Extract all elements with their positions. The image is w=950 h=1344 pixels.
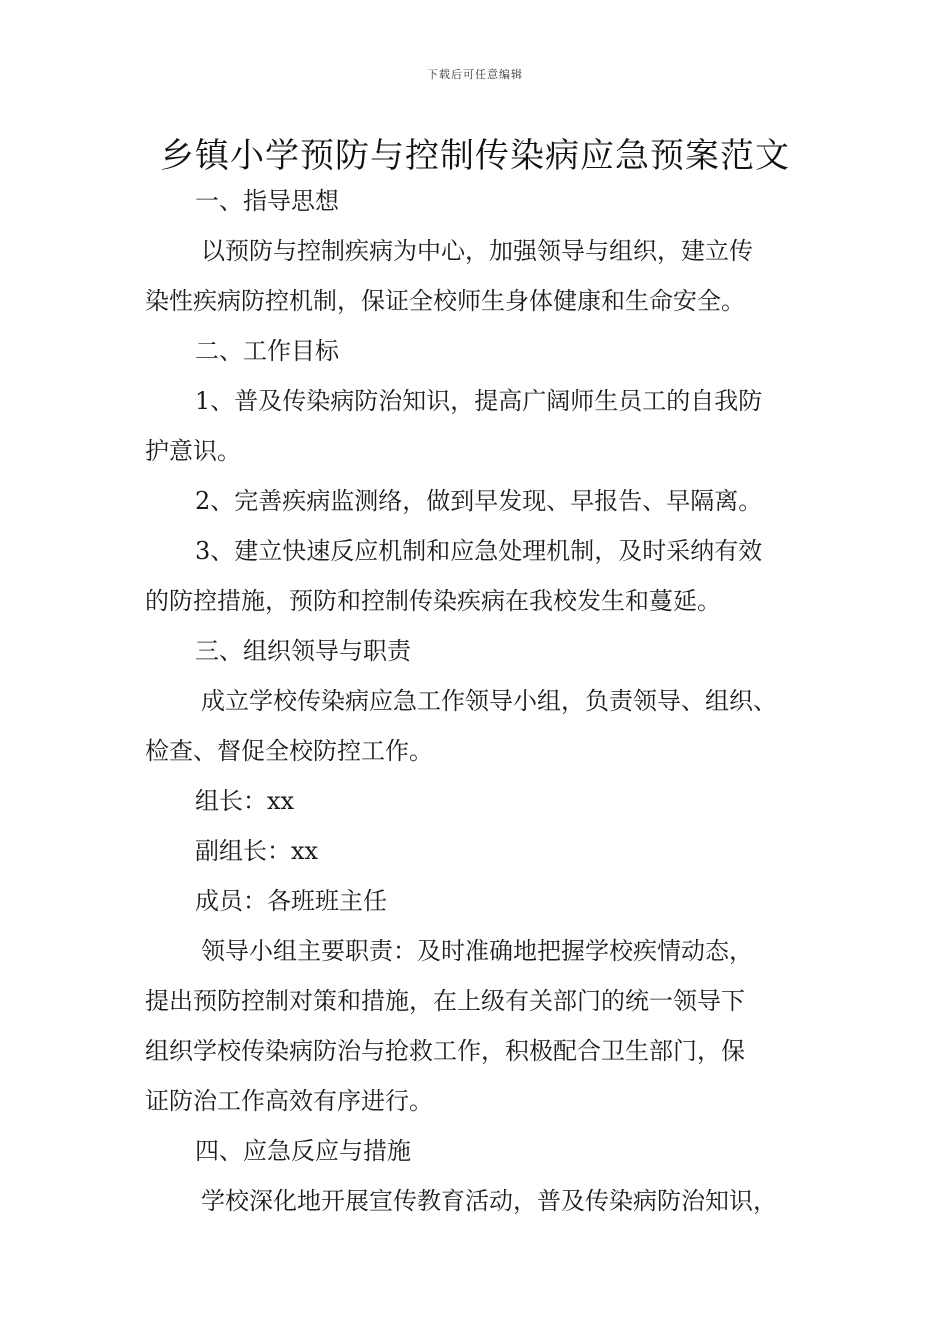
deputy-leader-line: 副组长：xx: [195, 837, 319, 865]
paragraph-line: 护意识。: [145, 437, 241, 465]
header-note: 下载后可任意编辑: [427, 68, 523, 81]
paragraph-line: 提出预防控制对策和措施，在上级有关部门的统一领导下: [145, 987, 745, 1015]
team-leader-line: 组长：xx: [195, 787, 295, 815]
paragraph-line: 领导小组主要职责：及时准确地把握学校疾情动态，: [201, 937, 753, 965]
section-heading-3: 三、组织领导与职责: [195, 637, 411, 665]
paragraph-line: 染性疾病防控机制，保证全校师生身体健康和生命安全。: [145, 287, 745, 315]
section-heading-2: 二、工作目标: [195, 337, 339, 365]
document-title: 乡镇小学预防与控制传染病应急预案范文: [160, 136, 790, 176]
section-heading-1: 一、指导思想: [195, 187, 339, 215]
section-heading-4: 四、应急反应与措施: [195, 1137, 411, 1165]
paragraph-line: 成立学校传染病应急工作领导小组，负责领导、组织、: [201, 687, 777, 715]
paragraph-line: 证防治工作高效有序进行。: [145, 1087, 433, 1115]
paragraph-line: 学校深化地开展宣传教育活动，普及传染病防治知识，: [201, 1187, 777, 1215]
document-body: [145, 176, 825, 1226]
paragraph-line: 以预防与控制疾病为中心，加强领导与组织，建立传: [201, 237, 753, 265]
paragraph-line: 组织学校传染病防治与抢救工作，积极配合卫生部门，保: [145, 1037, 745, 1065]
paragraph-line: 3、建立快速反应机制和应急处理机制，及时采纳有效: [195, 537, 763, 565]
members-line: 成员：各班班主任: [195, 887, 387, 915]
paragraph-line: 检查、督促全校防控工作。: [145, 737, 433, 765]
paragraph-line: 1、普及传染病防治知识，提高广阔师生员工的自我防: [195, 387, 763, 415]
paragraph-line: 的防控措施，预防和控制传染疾病在我校发生和蔓延。: [145, 587, 721, 615]
paragraph-line: 2、完善疾病监测络，做到早发现、早报告、早隔离。: [195, 487, 763, 515]
